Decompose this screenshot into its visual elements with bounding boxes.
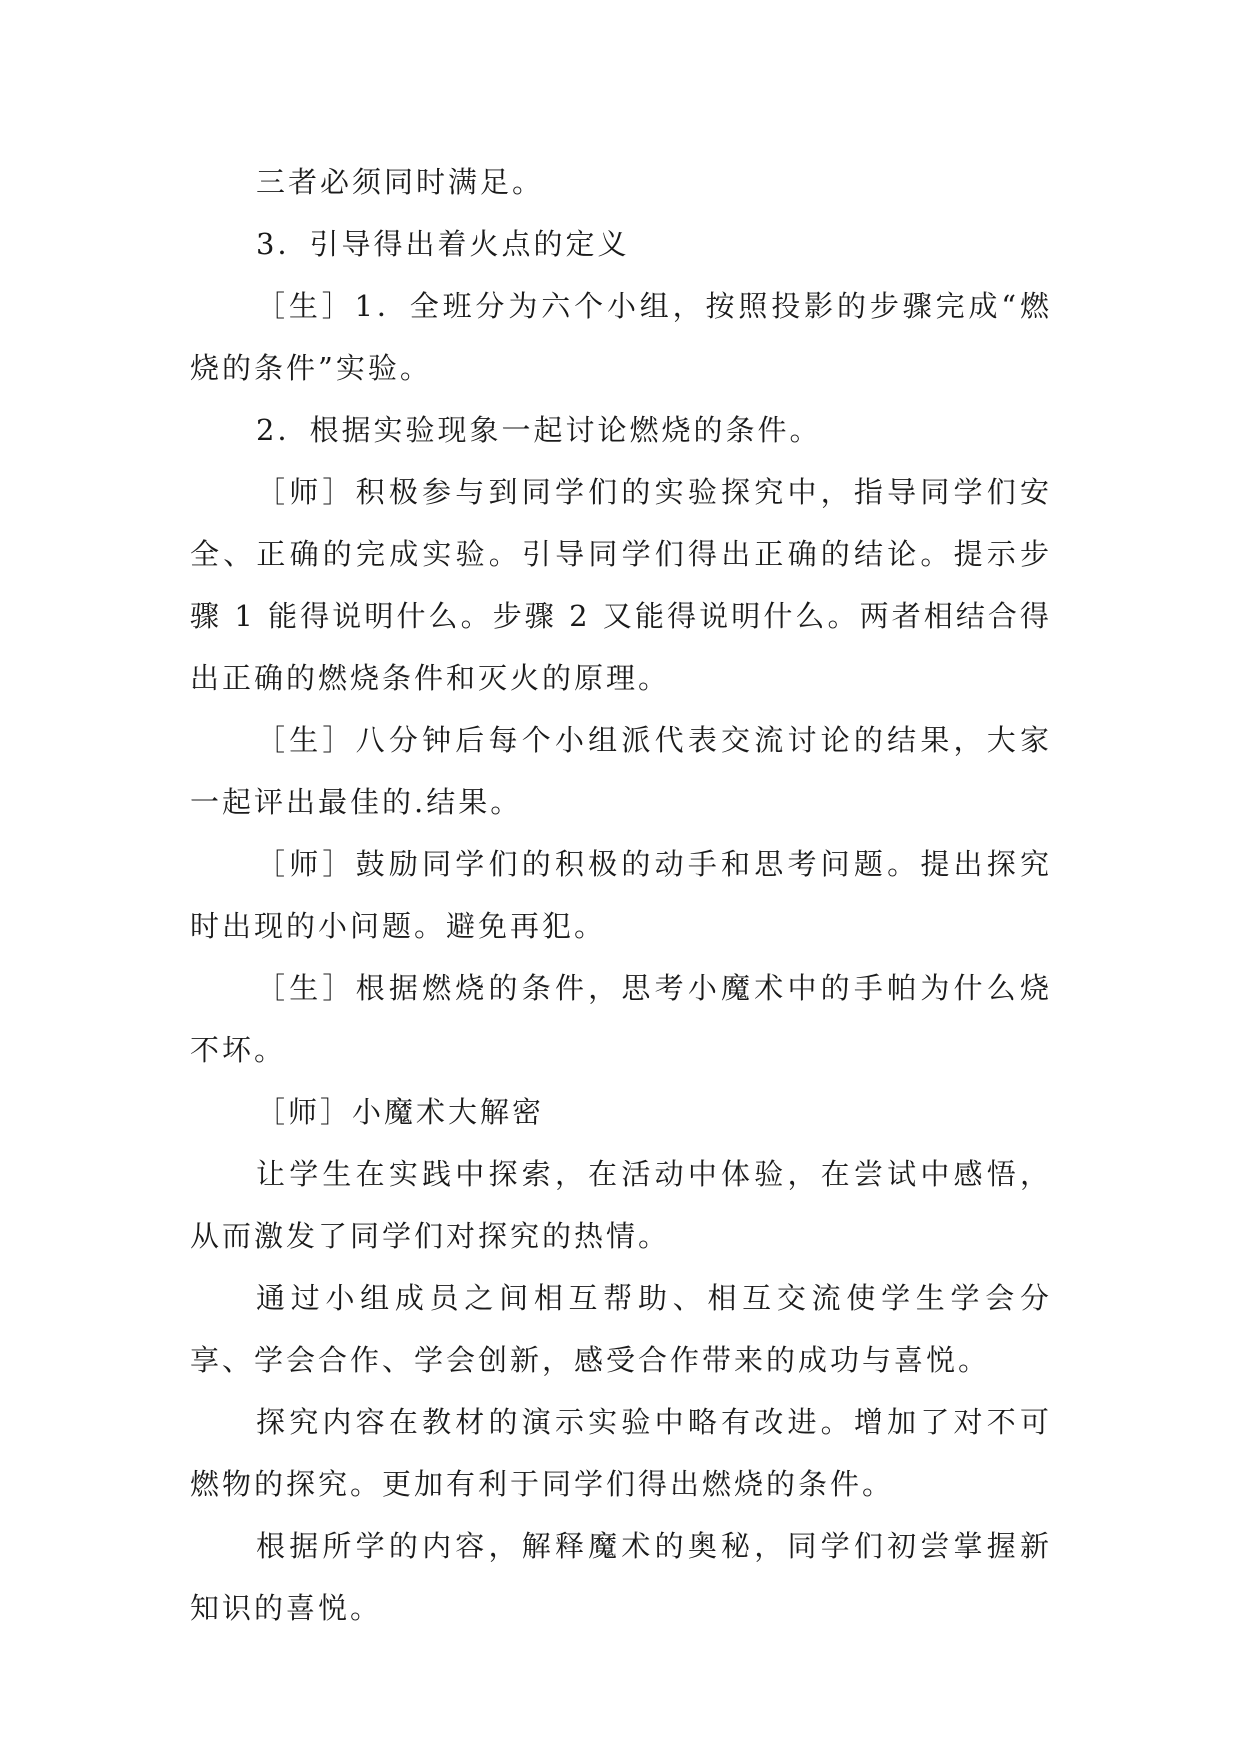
paragraph: ［生］八分钟后每个小组派代表交流讨论的结果，大家一起评出最佳的.结果。 xyxy=(190,723,1052,819)
paragraph: 探究内容在教材的演示实验中略有改进。增加了对不可燃物的探究。更加有利于同学们得出燃烧的条件。 xyxy=(190,1405,1052,1501)
paragraph: 2．根据实验现象一起讨论燃烧的条件。 xyxy=(256,413,822,447)
paragraph: 通过小组成员之间相互帮助、相互交流使学生学会分享、学会合作、学会创新，感受合作带来的成功与喜悦。 xyxy=(190,1281,1052,1377)
document-body xyxy=(190,151,1052,1639)
paragraph: ［师］积极参与到同学们的实验探究中，指导同学们安全、正确的完成实验。引导同学们得出正确的结论。提示步骤 1 能得说明什么。步骤 2 又能得说明什么。两者相结合得出正确的燃烧条件和灭火的原理。 xyxy=(190,475,1052,695)
paragraph: 3．引导得出着火点的定义 xyxy=(256,227,630,261)
paragraph: 三者必须同时满足。 xyxy=(256,165,545,199)
paragraph: ［师］小魔术大解密 xyxy=(256,1095,545,1129)
paragraph: 根据所学的内容，解释魔术的奥秘，同学们初尝掌握新知识的喜悦。 xyxy=(190,1529,1052,1625)
paragraph: 让学生在实践中探索，在活动中体验，在尝试中感悟，从而激发了同学们对探究的热情。 xyxy=(190,1157,1052,1253)
paragraph: ［生］根据燃烧的条件，思考小魔术中的手帕为什么烧不坏。 xyxy=(190,971,1052,1067)
paragraph: ［生］1．全班分为六个小组，按照投影的步骤完成“燃烧的条件”实验。 xyxy=(190,289,1052,385)
paragraph: ［师］鼓励同学们的积极的动手和思考问题。提出探究时出现的小问题。避免再犯。 xyxy=(190,847,1052,943)
